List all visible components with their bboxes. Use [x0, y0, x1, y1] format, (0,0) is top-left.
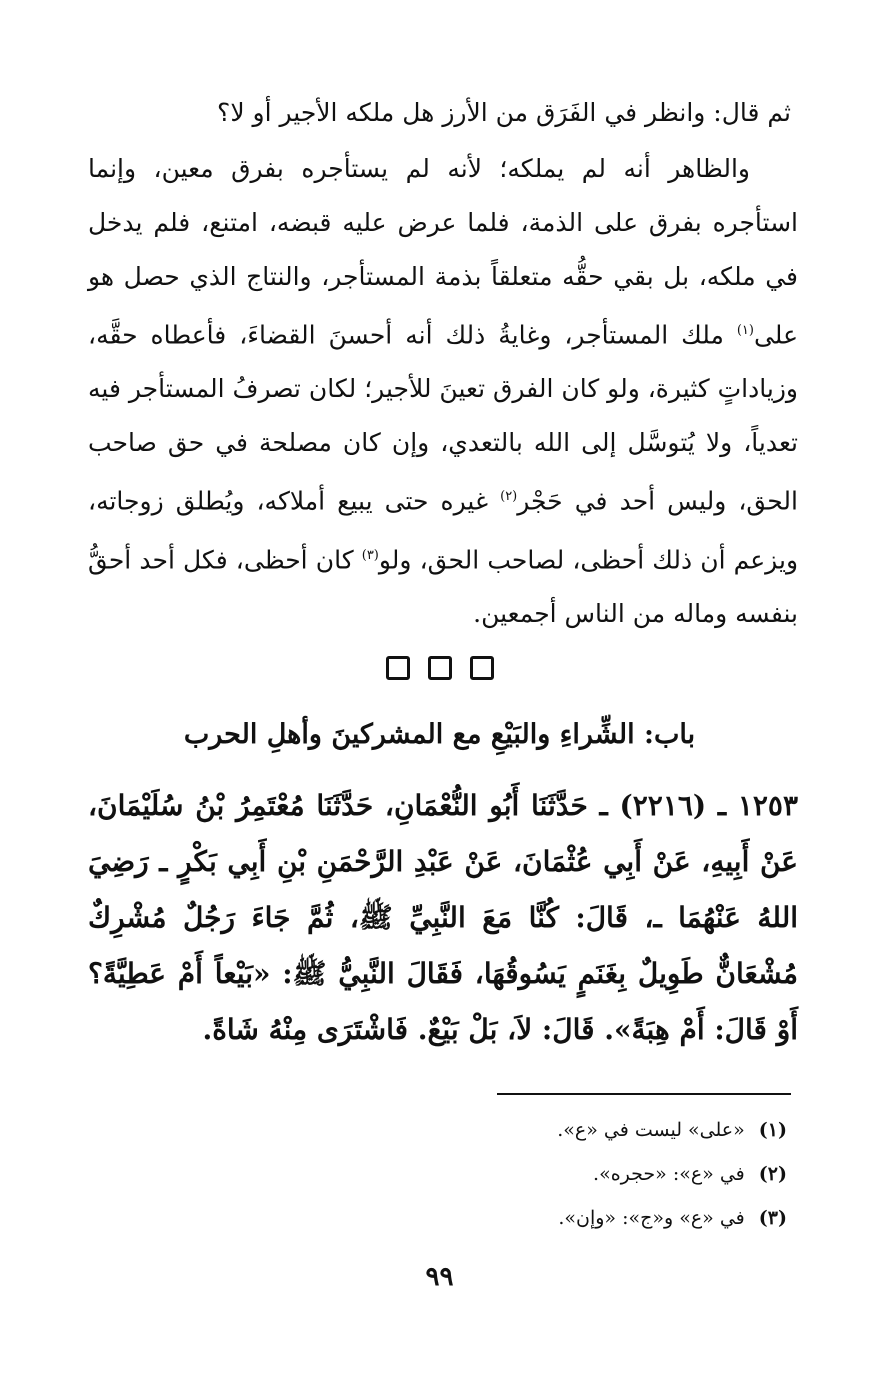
paragraph-text-part-2: ملك المستأجر، وغايةُ ذلك أنه أحسنَ القضاءَ، فأعطاه حقَّه، وزياداتٍ كثيرة، ولو كان الفرق تعينَ للأجير؛ لكان تصرفُ المستأجر فيه تعدياً، ولا يُتوسَّل إلى الله بالتعدي، وإن كان مصلحة في حق صاحب الحق، وليس أحد في حَجْر	[88, 320, 798, 516]
chapter-prefix: باب	[653, 719, 696, 750]
chapter-heading	[0, 713, 879, 757]
paragraph-text-part-3: غيره حتى يبيع أملاكه، ويُطلق زوجاته، ويزعم أن ذلك أحظى، لصاحب الحق، ولو	[88, 486, 799, 574]
paragraph-text-part-1: والظاهر أنه لم يملكه؛ لأنه لم يستأجره بفرق معين، وإنما استأجره بفرق على الذمة، فلما عرض عليه قبضه، امتنع، فلم يدخل في ملكه، بل بقي حقُّه متعلقاً بذمة المستأجر، والنتاج الذي حصل هو على	[88, 154, 798, 350]
footnote-item	[187, 1196, 787, 1240]
ornament-square-icon	[386, 656, 410, 680]
footnote-marker-1: (١)	[736, 323, 754, 338]
footnote-item	[187, 1152, 787, 1196]
footnote-item	[187, 1108, 787, 1152]
chapter-title: : الشِّراءِ والبَيْعِ مع المشركينَ وأهلِ الحرب	[183, 719, 654, 750]
ornament-square-icon	[428, 656, 452, 680]
page-number: ٩٩	[425, 1262, 454, 1292]
footnote-text: في «ع»: «حجره».	[593, 1163, 745, 1185]
footnote-marker-3: (٣)	[361, 547, 379, 563]
footnote-number: (٣)	[758, 1207, 787, 1229]
footnotes-list	[187, 1108, 787, 1240]
section-divider-ornament	[0, 656, 879, 684]
footnote-number: (١)	[758, 1119, 787, 1141]
paragraph-text-part-4: كان أحظى، فكل أحد أحقُّ بنفسه وماله من الناس أجمعين.	[88, 544, 798, 628]
footnote-text: «على» ليست في «ع».	[557, 1119, 745, 1141]
opening-line: ثم قال: وانظر في الفَرَق من الأرز هل ملكه الأجير أو لا؟	[217, 98, 791, 127]
commentary-paragraph	[88, 142, 798, 641]
footnote-text: في «ع» و«ج»: «وإن».	[558, 1207, 745, 1229]
hadith-text: ١٢٥٣ ـ (٢٢١٦) ـ حَدَّثَنَا أَبُو النُّعْمَانِ، حَدَّثَنَا مُعْتَمِرُ بْنُ سُلَيْمَانَ، عَنْ أَبِيهِ، عَنْ أَبِي عُثْمَانَ، عَنْ عَبْدِ الرَّحْمَنِ بْنِ أَبِي بَكْرٍ ـ رَضِيَ اللهُ عَنْهُمَا ـ، قَالَ: كُنَّا مَعَ النَّبِيِّ ﷺ، ثُمَّ جَاءَ رَجُلٌ مُشْرِكٌ مُشْعَانٌّ طَوِيلٌ بِغَنَمٍ يَسُوقُهَا، فَقَالَ النَّبِيُّ ﷺ: «بَيْعاً أَمْ عَطِيَّةً؟ أَوْ قَالَ: أَمْ هِبَةً». قَالَ: لاَ، بَلْ بَيْعٌ. فَاشْتَرَى مِنْهُ شَاةً.	[88, 789, 798, 1046]
footnote-number: (٢)	[758, 1163, 787, 1185]
footnote-marker-2: (٢)	[500, 489, 518, 505]
ornament-square-icon	[470, 656, 494, 680]
footnote-separator	[497, 1093, 791, 1095]
